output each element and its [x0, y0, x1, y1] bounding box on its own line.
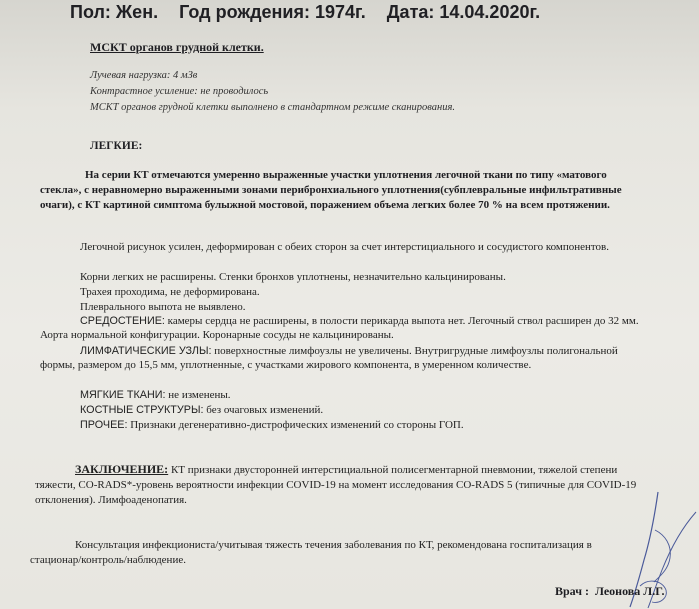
lung-pattern: Легочной рисунок усилен, деформирован с обеих сторон за счет интерстициального и сосудистого компонентов.	[80, 241, 610, 253]
lungs-label: ЛЕГКИЕ:	[90, 140, 143, 152]
soft-tissue-label: МЯГКИЕ ТКАНИ:	[80, 389, 166, 401]
patient-gender: Пол: Жен.	[70, 2, 159, 22]
lymph-paragraph	[40, 344, 640, 372]
recommendation: Консультация инфекциониста/учитывая тяжесть течения заболевания по КТ, рекомендована госпитализация в стационар/контроль/наблюдение.	[30, 539, 592, 566]
other-paragraph	[80, 418, 640, 432]
conclusion-paragraph	[35, 462, 650, 508]
soft-tissue-paragraph	[80, 388, 640, 402]
doctor-name: Леонова Л.Г.	[594, 584, 665, 598]
other-text: Признаки дегенеративно-дистрофических изменений со стороны ГОП.	[127, 419, 464, 431]
bone-paragraph	[80, 403, 640, 417]
doctor-label: Врач :	[555, 584, 589, 598]
scan-mode: МСКТ органов грудной клетки выполнено в стандартном режиме сканирования.	[90, 102, 455, 113]
bone-text: без очаговых изменений.	[203, 404, 324, 416]
radiation-dose: Лучевая нагрузка: 4 мЗв	[90, 70, 198, 81]
conclusion-text: КТ признаки двусторонней интерстициальной полисегментарной пневмонии, тяжелой степени тяжести, CO-RADS*-уровень вероятности инфекции COVID-19 на момент исследования CO-RADS 5 (типичные для COVID-19 отклонения). Лимфоаденопатия.	[35, 464, 637, 506]
signature-line	[555, 584, 664, 599]
bone-label: КОСТНЫЕ СТРУКТУРЫ:	[80, 404, 204, 416]
soft-tissue-text: не изменены.	[165, 389, 231, 401]
other-label: ПРОЧЕЕ:	[80, 419, 128, 431]
conclusion-label: ЗАКЛЮЧЕНИЕ:	[75, 462, 169, 476]
mediastinum-label: СРЕДОСТЕНИЕ:	[80, 315, 165, 327]
mediastinum-text: камеры сердца не расширены, в полости перикарда выпота нет. Легочный ствол расширен до 32 мм. Аорта нормальной конфигурации. Коронарные сосуды не кальцинированы.	[40, 315, 639, 341]
lymph-label: ЛИМФАТИЧЕСКИЕ УЗЛЫ:	[80, 345, 212, 357]
lung-roots: Корни легких не расширены. Стенки бронхов уплотнены, незначительно кальцинированы.	[80, 271, 506, 283]
study-title: МСКТ органов грудной клетки.	[90, 40, 264, 54]
lungs-description: На серии КТ отмечаются умеренно выраженные участки уплотнения легочной ткани по типу «матового стекла», с неравномерно выраженными зонами перибронхиального уплотнения(субплевральные инфильтративные очаги), с КТ картиной симптома булыжной мостовой, поражением объема легких более 70 % на всем протяжении.	[40, 169, 622, 211]
mediastinum-paragraph	[40, 314, 640, 342]
trachea: Трахея проходима, не деформирована.	[80, 286, 260, 298]
report-date: Дата: 14.04.2020г.	[386, 2, 541, 22]
patient-birth-year: Год рождения: 1974г.	[179, 2, 366, 22]
contrast-info: Контрастное усиление: не проводилось	[90, 86, 269, 97]
lymph-text: поверхностные лимфоузлы не увеличены. Внутригрудные лимфоузлы полигональной формы, размером до 15,5 мм, уплотненные, с участками жирового компонента, в умеренном количестве.	[40, 345, 618, 371]
patient-header	[70, 2, 556, 23]
pleura: Плеврального выпота не выявлено.	[80, 301, 246, 313]
